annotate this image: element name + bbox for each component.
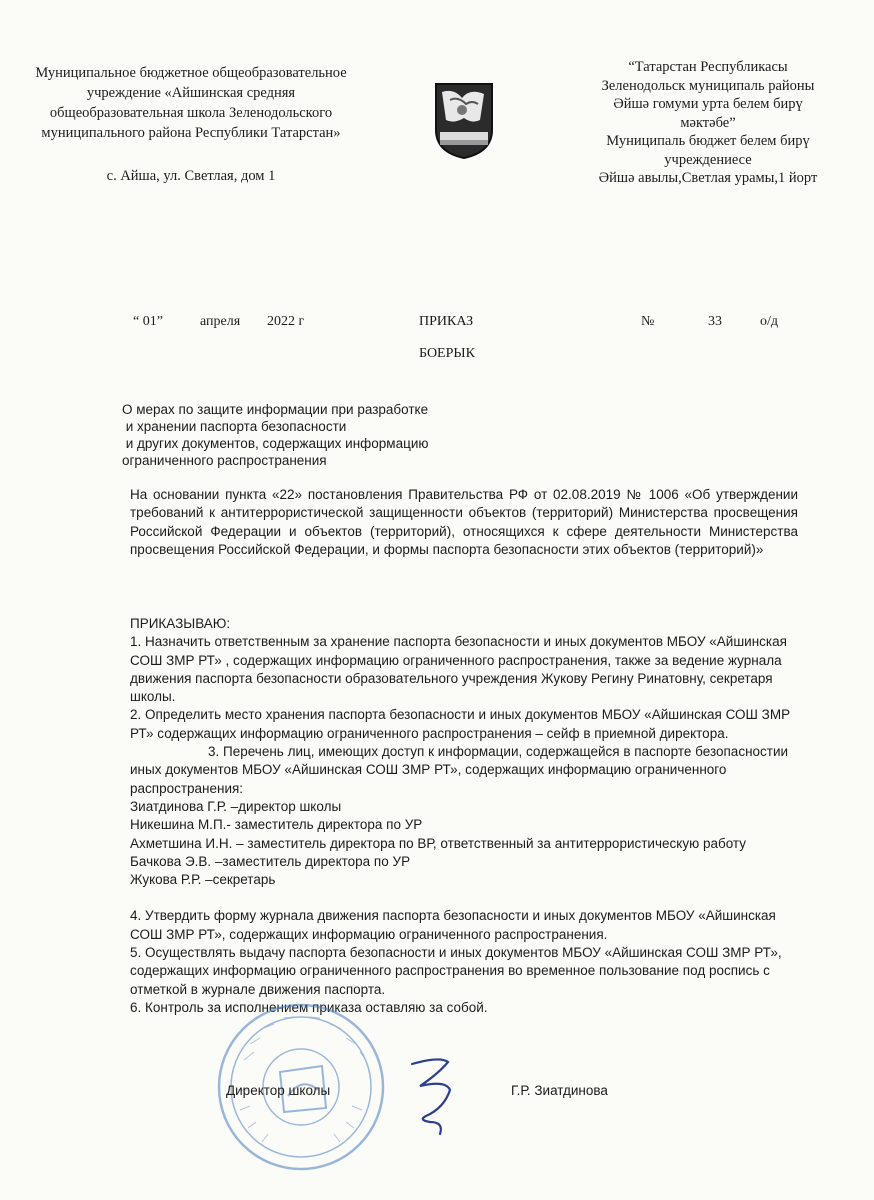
person-list-item: Ахметшина И.Н. – заместитель директора по ВР, ответственный за антитеррористическую работу xyxy=(130,835,746,851)
handwritten-signature-icon xyxy=(400,1050,480,1140)
person-list-item: Бачкова Э.В. –заместитель директора по УР xyxy=(130,853,411,869)
org-name-tatar-line: Әйшә гомуми урта белем бирү xyxy=(613,96,803,112)
org-name-line: общеобразовательная школа Зеленодольского xyxy=(49,105,333,121)
subject-line: ограниченного распространения xyxy=(122,453,327,468)
order-item: 4. Утвердить форму журнала движения паспорта безопасности и иных документов МБОУ «Айшинская СОШ ЗМР РТ», содержащих информацию ограниченного распространения. xyxy=(130,908,776,942)
order-date-month: апреля xyxy=(200,314,241,329)
subject-line: и хранении паспорта безопасности xyxy=(122,419,347,434)
director-name: Г.Р. Зиатдинова xyxy=(511,1083,608,1098)
order-date-year: 2022 г xyxy=(267,314,305,329)
order-basis: На основании пункта «22» постановления Правительства РФ от 02.08.2019 № 1006 «Об утверждении требований к антитеррористической защищенности объектов (территорий) Министерства просвещения Российской Федерации и объектов (территорий), относящихся к сфере деятельности Министерства просвещения Российской Федерации, и формы паспорта безопасности этих объектов (территорий)» xyxy=(130,487,798,557)
order-number-sign: № xyxy=(641,314,655,329)
order-title-tatar: БОЕРЫК xyxy=(419,346,475,361)
subject-line: О мерах по защите информации при разработке xyxy=(122,402,429,417)
order-title: ПРИКАЗ xyxy=(419,314,474,329)
coat-of-arms-icon xyxy=(432,80,496,160)
person-list-item: Никешина М.П.- заместитель директора по УР xyxy=(130,817,423,833)
order-subject xyxy=(122,401,542,469)
org-name-line: муниципального района Республики Татарстан» xyxy=(41,125,341,141)
order-number: 33 xyxy=(708,314,722,329)
order-item: 2. Определить место хранения паспорта безопасности и иных документов МБОУ «Айшинская СОШ ЗМР РТ» содержащих информацию ограниченного распространения – сейф в приемной директора. xyxy=(130,707,791,741)
spacer xyxy=(130,889,798,907)
subject-line: и других документов, содержащих информацию xyxy=(122,436,429,451)
order-item: 3. Перечень лиц, имеющих доступ к информации, содержащейся в паспорте безопасностии иных документов МБОУ «Айшинская СОШ ЗМР РТ», содержащих информацию ограниченного распространения: xyxy=(130,744,789,796)
person-list-item: Зиатдинова Г.Р. –директор школы xyxy=(130,798,342,814)
org-name-tatar-line: учреждениесе xyxy=(664,151,752,168)
org-name-tatar-line: Муниципаль бюджет белем бирү xyxy=(606,133,810,149)
order-item: 5. Осуществлять выдачу паспорта безопасности и иных документов МБОУ «Айшинская СОШ ЗМР РТ», содержащих информацию ограниченного распространения во временное пользование под роспись с отметкой в журнале движения паспорта. xyxy=(130,945,782,997)
org-address-tatar: Әйшә авылы,Светлая урамы,1 йорт xyxy=(598,170,818,186)
director-position: Директор школы xyxy=(226,1083,331,1098)
order-word: ПРИКАЗЫВАЮ: xyxy=(130,616,231,631)
order-body xyxy=(130,615,798,1017)
order-item: 1. Назначить ответственным за хранение паспорта безопасности и иных документов МБОУ «Айшинская СОШ ЗМР РТ» , содержащих информацию ограниченного распространения, также за ведение журнала движения паспорта безопасности образовательного учреждения Жукову Регину Ринатовну, секретаря школы. xyxy=(130,634,787,705)
person-list-item: Жукова Р.Р. –секретарь xyxy=(130,872,276,888)
org-name-tatar-line: мәктәбе” xyxy=(680,114,736,131)
org-address: с. Айша, ул. Светлая, дом 1 xyxy=(106,168,276,184)
order-date-day: “ 01” xyxy=(133,314,163,329)
org-name-tatar-line: Зеленодольск муниципаль районы xyxy=(601,77,815,94)
order-number-suffix: о/д xyxy=(760,314,779,329)
header-right xyxy=(552,58,864,188)
header-left xyxy=(0,63,382,186)
org-name-tatar-line: “Татарстан Республикасы xyxy=(628,59,788,75)
order-item: 6. Контроль за исполнением приказа оставляю за собой. xyxy=(130,999,488,1015)
org-name-line: Муниципальное бюджетное общеобразовательное xyxy=(35,65,347,81)
org-name-line: учреждение «Айшинская средняя xyxy=(86,85,296,101)
